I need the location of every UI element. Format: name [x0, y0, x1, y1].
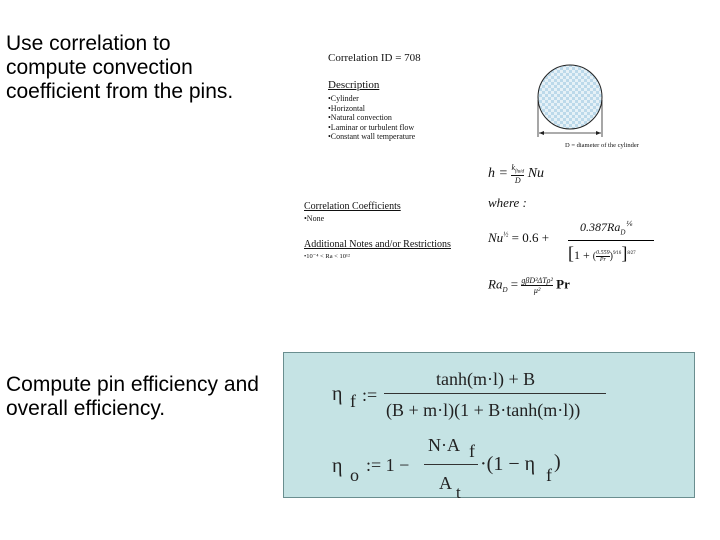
- eq1-denominator: (B + m·l)(1 + B·tanh(m·l)): [386, 400, 581, 420]
- formula-nu-den-exp2: 8⁄27: [627, 251, 636, 256]
- formula-nu-lhs: Nu: [488, 230, 504, 245]
- dimension-arrow-left: [539, 131, 544, 135]
- formula-nu-exp: ½: [503, 230, 509, 239]
- eq1-fraction-bar: [384, 393, 606, 394]
- formula-nu-den-one: 1 +: [574, 248, 590, 262]
- formula-nu-den-exp1: 9⁄16: [612, 251, 622, 256]
- eq2-frac-numerator-sub: f: [469, 441, 475, 461]
- description-item: •Natural convection: [328, 113, 392, 123]
- description-item: •Laminar or turbulent flow: [328, 122, 415, 132]
- description-item: •Horizontal: [328, 103, 366, 113]
- description-list: [328, 94, 415, 142]
- diagram-label: D = diameter of the cylinder: [565, 142, 639, 149]
- formula-ra-lhs: Ra: [488, 276, 503, 292]
- formula-nu: [488, 230, 549, 246]
- notes-value: •10⁻⁴ < Ra < 10¹²: [304, 253, 350, 260]
- eq1-numerator: tanh(m·l) + B: [436, 369, 536, 389]
- eta-o-subscript: o: [350, 465, 359, 485]
- formula-nu-num-exp: ⅙: [625, 220, 633, 228]
- eq2-tail: ·(1 − η: [480, 453, 536, 475]
- eq2-tail-subscript: f: [546, 465, 552, 485]
- eq2-one-minus: := 1 −: [366, 455, 410, 475]
- formula-h-num-sub: fluid: [515, 169, 525, 175]
- coefficients-value: •None: [304, 214, 325, 223]
- formula-h-lhs: h =: [488, 166, 508, 182]
- description-item: •Cylinder: [328, 94, 359, 103]
- eta-f-subscript: f: [350, 391, 356, 411]
- instruction-correlation: Use correlation to compute convection coefficient from the pins.: [6, 32, 234, 103]
- formula-ra-tail: Pr: [556, 276, 570, 292]
- correlation-title: Correlation ID = 708: [328, 52, 421, 64]
- formula-ra: [488, 276, 570, 295]
- eta-o-symbol: η: [332, 455, 343, 477]
- formula-nu-num-sub: D: [620, 228, 626, 237]
- eq2-frac-denominator: A: [439, 473, 452, 493]
- assign-operator-1: :=: [362, 385, 378, 405]
- formula-nu-fraction-bar: [568, 240, 654, 241]
- eq2-frac-numerator: N·A: [428, 435, 460, 455]
- formula-nu-den-frac-den: Pr: [596, 256, 610, 263]
- formula-h: [488, 163, 544, 185]
- description-header: Description: [328, 79, 380, 91]
- eq2-close-paren: ): [554, 451, 561, 473]
- eq2-frac-denominator-sub: t: [456, 483, 461, 502]
- formula-nu-eq: = 0.6 +: [511, 230, 550, 245]
- formula-nu-den-frac-num: 0.559: [596, 249, 610, 256]
- formula-where: where :: [488, 195, 527, 210]
- formula-ra-den: μ²: [521, 285, 553, 295]
- efficiency-formula-box: [283, 352, 695, 502]
- formula-nu-num: 0.387Ra: [580, 220, 621, 234]
- coefficients-header: Correlation Coefficients: [304, 201, 401, 212]
- formula-ra-num: gβD³ΔTρ²: [521, 276, 553, 285]
- eta-f-symbol: η: [332, 383, 343, 405]
- formula-h-den: D: [511, 175, 524, 185]
- description-item: •Constant wall temperature: [328, 132, 416, 142]
- formula-h-num: k: [511, 163, 516, 172]
- formula-h-tail: Nu: [527, 166, 545, 182]
- formula-nu-denominator: [1 + ( $\frac{0.559}{Pr}$ )$^{9⁄16}$]$^{8⁄27}$: [568, 243, 636, 263]
- dimension-arrow-right: [596, 131, 601, 135]
- formula-nu-numerator: [580, 220, 632, 236]
- formula-ra-eq: =: [510, 276, 519, 292]
- instruction-efficiency: Compute pin efficiency and overall efficiency.: [6, 373, 259, 420]
- eq2-fraction-bar: [424, 464, 478, 465]
- cylinder-diagram: [530, 55, 620, 155]
- cylinder-circle: [538, 65, 602, 129]
- formula-ra-sub: D: [502, 286, 508, 295]
- notes-header: Additional Notes and/or Restrictions: [304, 239, 451, 250]
